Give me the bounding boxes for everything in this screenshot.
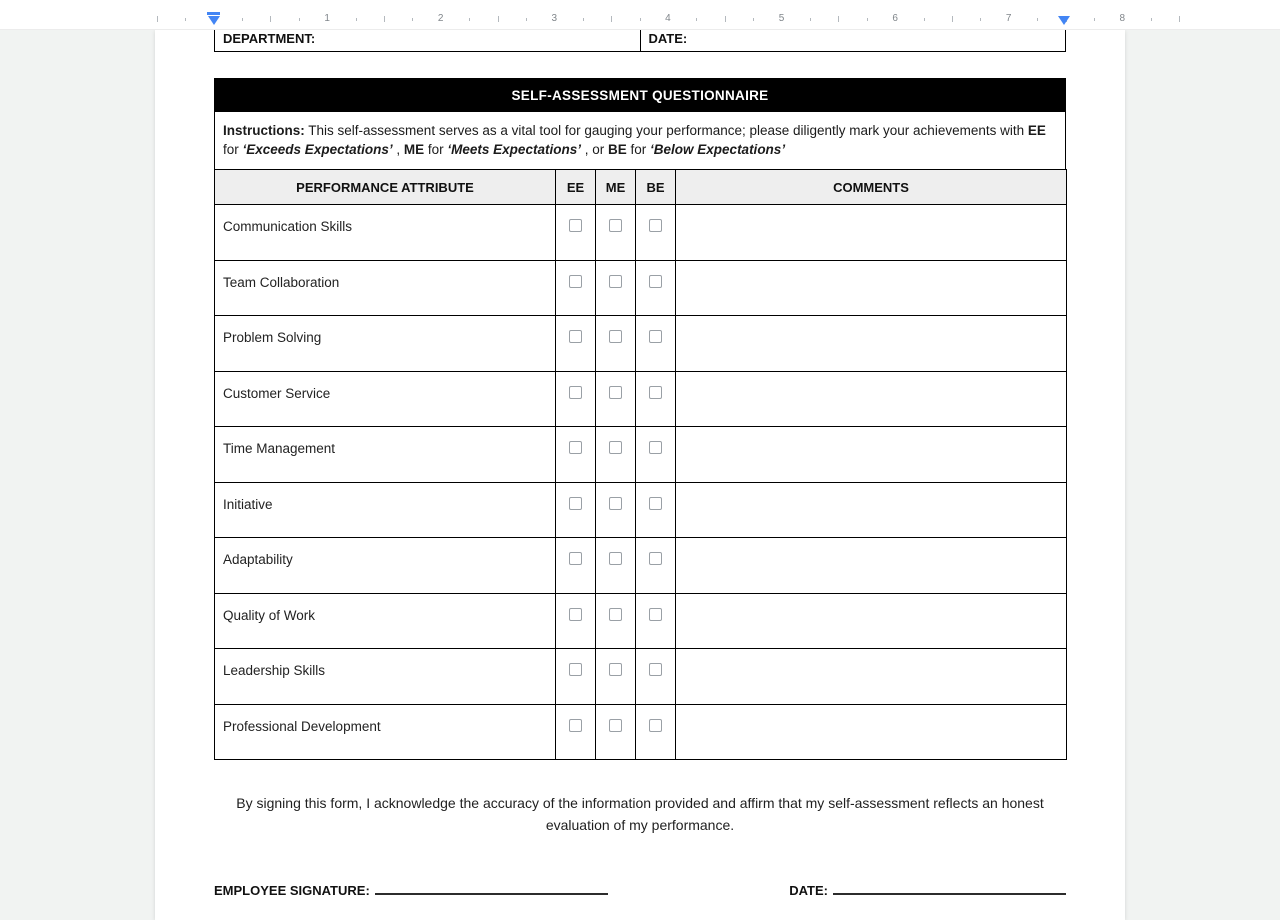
document-page[interactable] xyxy=(155,30,1125,920)
checkbox-be[interactable] xyxy=(649,441,662,454)
ee-cell xyxy=(556,649,596,705)
instructions-segment: ‘Below Expectations’ xyxy=(650,142,786,157)
comments-cell[interactable] xyxy=(676,482,1067,538)
ruler-tick xyxy=(611,16,612,22)
checkbox-be[interactable] xyxy=(649,663,662,676)
be-cell xyxy=(636,538,676,594)
employee-signature-group xyxy=(214,882,608,900)
ruler-tick xyxy=(838,16,839,22)
attribute-label: Adaptability xyxy=(215,538,556,594)
checkbox-ee[interactable] xyxy=(569,497,582,510)
ruler-tick xyxy=(242,18,243,21)
ruler-tick xyxy=(384,16,385,22)
me-cell xyxy=(596,260,636,316)
ruler-number: 2 xyxy=(437,13,444,24)
ruler-tick xyxy=(412,18,413,21)
checkbox-ee[interactable] xyxy=(569,441,582,454)
form-title: SELF-ASSESSMENT QUESTIONNAIRE xyxy=(511,87,769,103)
ee-cell xyxy=(556,482,596,538)
checkbox-be[interactable] xyxy=(649,497,662,510)
me-cell xyxy=(596,593,636,649)
checkbox-me[interactable] xyxy=(609,441,622,454)
comments-cell[interactable] xyxy=(676,538,1067,594)
ruler-tick xyxy=(924,18,925,21)
first-line-indent-marker[interactable] xyxy=(207,12,220,15)
ruler-tick xyxy=(753,18,754,21)
ruler-tick xyxy=(469,18,470,21)
left-indent-marker[interactable] xyxy=(208,16,220,25)
table-row xyxy=(215,482,1067,538)
checkbox-me[interactable] xyxy=(609,275,622,288)
comments-cell[interactable] xyxy=(676,649,1067,705)
table-row xyxy=(215,260,1067,316)
ruler-number: 1 xyxy=(324,13,330,24)
table-row xyxy=(215,538,1067,594)
ruler-tick xyxy=(867,18,868,21)
me-cell xyxy=(596,538,636,594)
ruler-tick xyxy=(157,16,158,22)
checkbox-ee[interactable] xyxy=(569,330,582,343)
ruler-tick xyxy=(1037,18,1038,21)
ruler-number: 5 xyxy=(778,13,785,24)
header-me: ME xyxy=(596,170,636,205)
checkbox-ee[interactable] xyxy=(569,386,582,399)
department-field[interactable] xyxy=(215,30,640,51)
date-field[interactable] xyxy=(640,30,1066,51)
ee-cell xyxy=(556,427,596,483)
me-cell xyxy=(596,316,636,372)
instructions-segment: This self-assessment serves as a vital tool for gauging your performance; please diligently mark your achievements with xyxy=(308,123,1028,138)
header-be: BE xyxy=(636,170,676,205)
instructions-segment: ‘Meets Expectations’ xyxy=(447,142,581,157)
checkbox-me[interactable] xyxy=(609,330,622,343)
table-row xyxy=(215,316,1067,372)
instructions-segment: , xyxy=(396,142,404,157)
department-label: DEPARTMENT: xyxy=(223,31,316,46)
checkbox-me[interactable] xyxy=(609,719,622,732)
ruler-tick xyxy=(299,18,300,21)
ruler-number: 8 xyxy=(1119,13,1126,24)
ruler-number: 3 xyxy=(551,13,558,24)
me-cell xyxy=(596,482,636,538)
attribute-label: Communication Skills xyxy=(215,205,556,261)
me-cell xyxy=(596,649,636,705)
ruler-tick xyxy=(980,18,981,21)
instructions-segment: for xyxy=(223,142,243,157)
be-cell xyxy=(636,371,676,427)
comments-cell[interactable] xyxy=(676,260,1067,316)
instructions-segment: ‘Exceeds Expectations’ xyxy=(242,142,393,157)
checkbox-me[interactable] xyxy=(609,386,622,399)
checkbox-me[interactable] xyxy=(609,219,622,232)
signature-row xyxy=(214,882,1066,900)
be-cell xyxy=(636,704,676,760)
be-cell xyxy=(636,260,676,316)
comments-cell[interactable] xyxy=(676,316,1067,372)
ruler-tick xyxy=(185,18,186,21)
form-title-bar xyxy=(214,78,1066,112)
ruler-tick xyxy=(270,16,271,22)
checkbox-be[interactable] xyxy=(649,386,662,399)
checkbox-be[interactable] xyxy=(649,330,662,343)
checkbox-ee[interactable] xyxy=(569,552,582,565)
signature-date-group xyxy=(789,882,1066,900)
ruler-tick xyxy=(1179,16,1180,22)
ruler-tick xyxy=(526,18,527,21)
ruler[interactable] xyxy=(0,0,1280,30)
me-cell xyxy=(596,371,636,427)
ruler-number: 6 xyxy=(892,13,898,24)
attribute-label: Problem Solving xyxy=(215,316,556,372)
table-body xyxy=(215,205,1067,760)
attribute-label: Team Collaboration xyxy=(215,260,556,316)
right-indent-marker[interactable] xyxy=(1058,16,1070,25)
ee-cell xyxy=(556,371,596,427)
top-fields-row xyxy=(214,30,1066,52)
ruler-tick xyxy=(810,18,811,21)
comments-cell[interactable] xyxy=(676,427,1067,483)
assessment-table xyxy=(214,169,1067,760)
instructions-segment: EE xyxy=(1027,123,1046,138)
acknowledgment-text: By signing this form, I acknowledge the accuracy of the information provided and affirm that my self-assessment reflects an honest evaluation of my performance. xyxy=(236,795,1044,833)
table-row xyxy=(215,649,1067,705)
header-ee: EE xyxy=(556,170,596,205)
checkbox-ee[interactable] xyxy=(569,663,582,676)
instructions-box xyxy=(214,112,1066,169)
table-row xyxy=(215,371,1067,427)
checkbox-be[interactable] xyxy=(649,219,662,232)
ruler-tick xyxy=(640,18,641,21)
signature-date-label: DATE: xyxy=(789,883,828,898)
table-row xyxy=(215,427,1067,483)
ruler-tick xyxy=(1151,18,1152,21)
attribute-label: Quality of Work xyxy=(215,593,556,649)
ruler-ticks xyxy=(0,0,1280,29)
header-performance-attribute: PERFORMANCE ATTRIBUTE xyxy=(215,170,556,205)
date-label: DATE: xyxy=(648,31,688,46)
comments-cell[interactable] xyxy=(676,704,1067,760)
employee-signature-label: EMPLOYEE SIGNATURE: xyxy=(214,883,370,898)
ee-cell xyxy=(556,704,596,760)
me-cell xyxy=(596,704,636,760)
comments-cell[interactable] xyxy=(676,593,1067,649)
checkbox-be[interactable] xyxy=(649,275,662,288)
ruler-number: 4 xyxy=(665,13,671,24)
employee-signature-line[interactable] xyxy=(375,882,608,895)
be-cell xyxy=(636,205,676,261)
ee-cell xyxy=(556,316,596,372)
checkbox-be[interactable] xyxy=(649,552,662,565)
me-cell xyxy=(596,427,636,483)
ruler-tick xyxy=(498,16,499,22)
ee-cell xyxy=(556,538,596,594)
ee-cell xyxy=(556,593,596,649)
ruler-tick xyxy=(356,18,357,21)
attribute-label: Professional Development xyxy=(215,704,556,760)
ruler-tick xyxy=(583,18,584,21)
instructions-segment: , or xyxy=(584,142,608,157)
attribute-label: Time Management xyxy=(215,427,556,483)
me-cell xyxy=(596,205,636,261)
checkbox-ee[interactable] xyxy=(569,608,582,621)
checkbox-me[interactable] xyxy=(609,552,622,565)
checkbox-ee[interactable] xyxy=(569,219,582,232)
document-content xyxy=(214,30,1066,900)
ee-cell xyxy=(556,205,596,261)
checkbox-ee[interactable] xyxy=(569,719,582,732)
ruler-number: 7 xyxy=(1005,13,1012,24)
be-cell xyxy=(636,427,676,483)
table-row xyxy=(215,704,1067,760)
checkbox-be[interactable] xyxy=(649,719,662,732)
table-header-row xyxy=(215,170,1067,205)
header-comments: COMMENTS xyxy=(676,170,1067,205)
checkbox-be[interactable] xyxy=(649,608,662,621)
comments-cell[interactable] xyxy=(676,205,1067,261)
instructions-segment: for xyxy=(427,142,448,157)
ee-cell xyxy=(556,260,596,316)
be-cell xyxy=(636,649,676,705)
signature-date-line[interactable] xyxy=(833,882,1066,895)
instructions-segment: for xyxy=(630,142,651,157)
ruler-tick xyxy=(952,16,953,22)
attribute-label: Leadership Skills xyxy=(215,649,556,705)
attribute-label: Initiative xyxy=(215,482,556,538)
instructions-segment: ME xyxy=(403,142,425,157)
table-row xyxy=(215,593,1067,649)
comments-cell[interactable] xyxy=(676,371,1067,427)
instructions-segment: Instructions: xyxy=(223,123,305,138)
checkbox-me[interactable] xyxy=(609,497,622,510)
be-cell xyxy=(636,593,676,649)
table-row xyxy=(215,205,1067,261)
checkbox-ee[interactable] xyxy=(569,275,582,288)
be-cell xyxy=(636,482,676,538)
attribute-label: Customer Service xyxy=(215,371,556,427)
ruler-tick xyxy=(1094,18,1095,21)
instructions-segment: BE xyxy=(607,142,627,157)
ruler-tick xyxy=(725,16,726,22)
checkbox-me[interactable] xyxy=(609,608,622,621)
be-cell xyxy=(636,316,676,372)
ruler-tick xyxy=(696,18,697,21)
checkbox-me[interactable] xyxy=(609,663,622,676)
